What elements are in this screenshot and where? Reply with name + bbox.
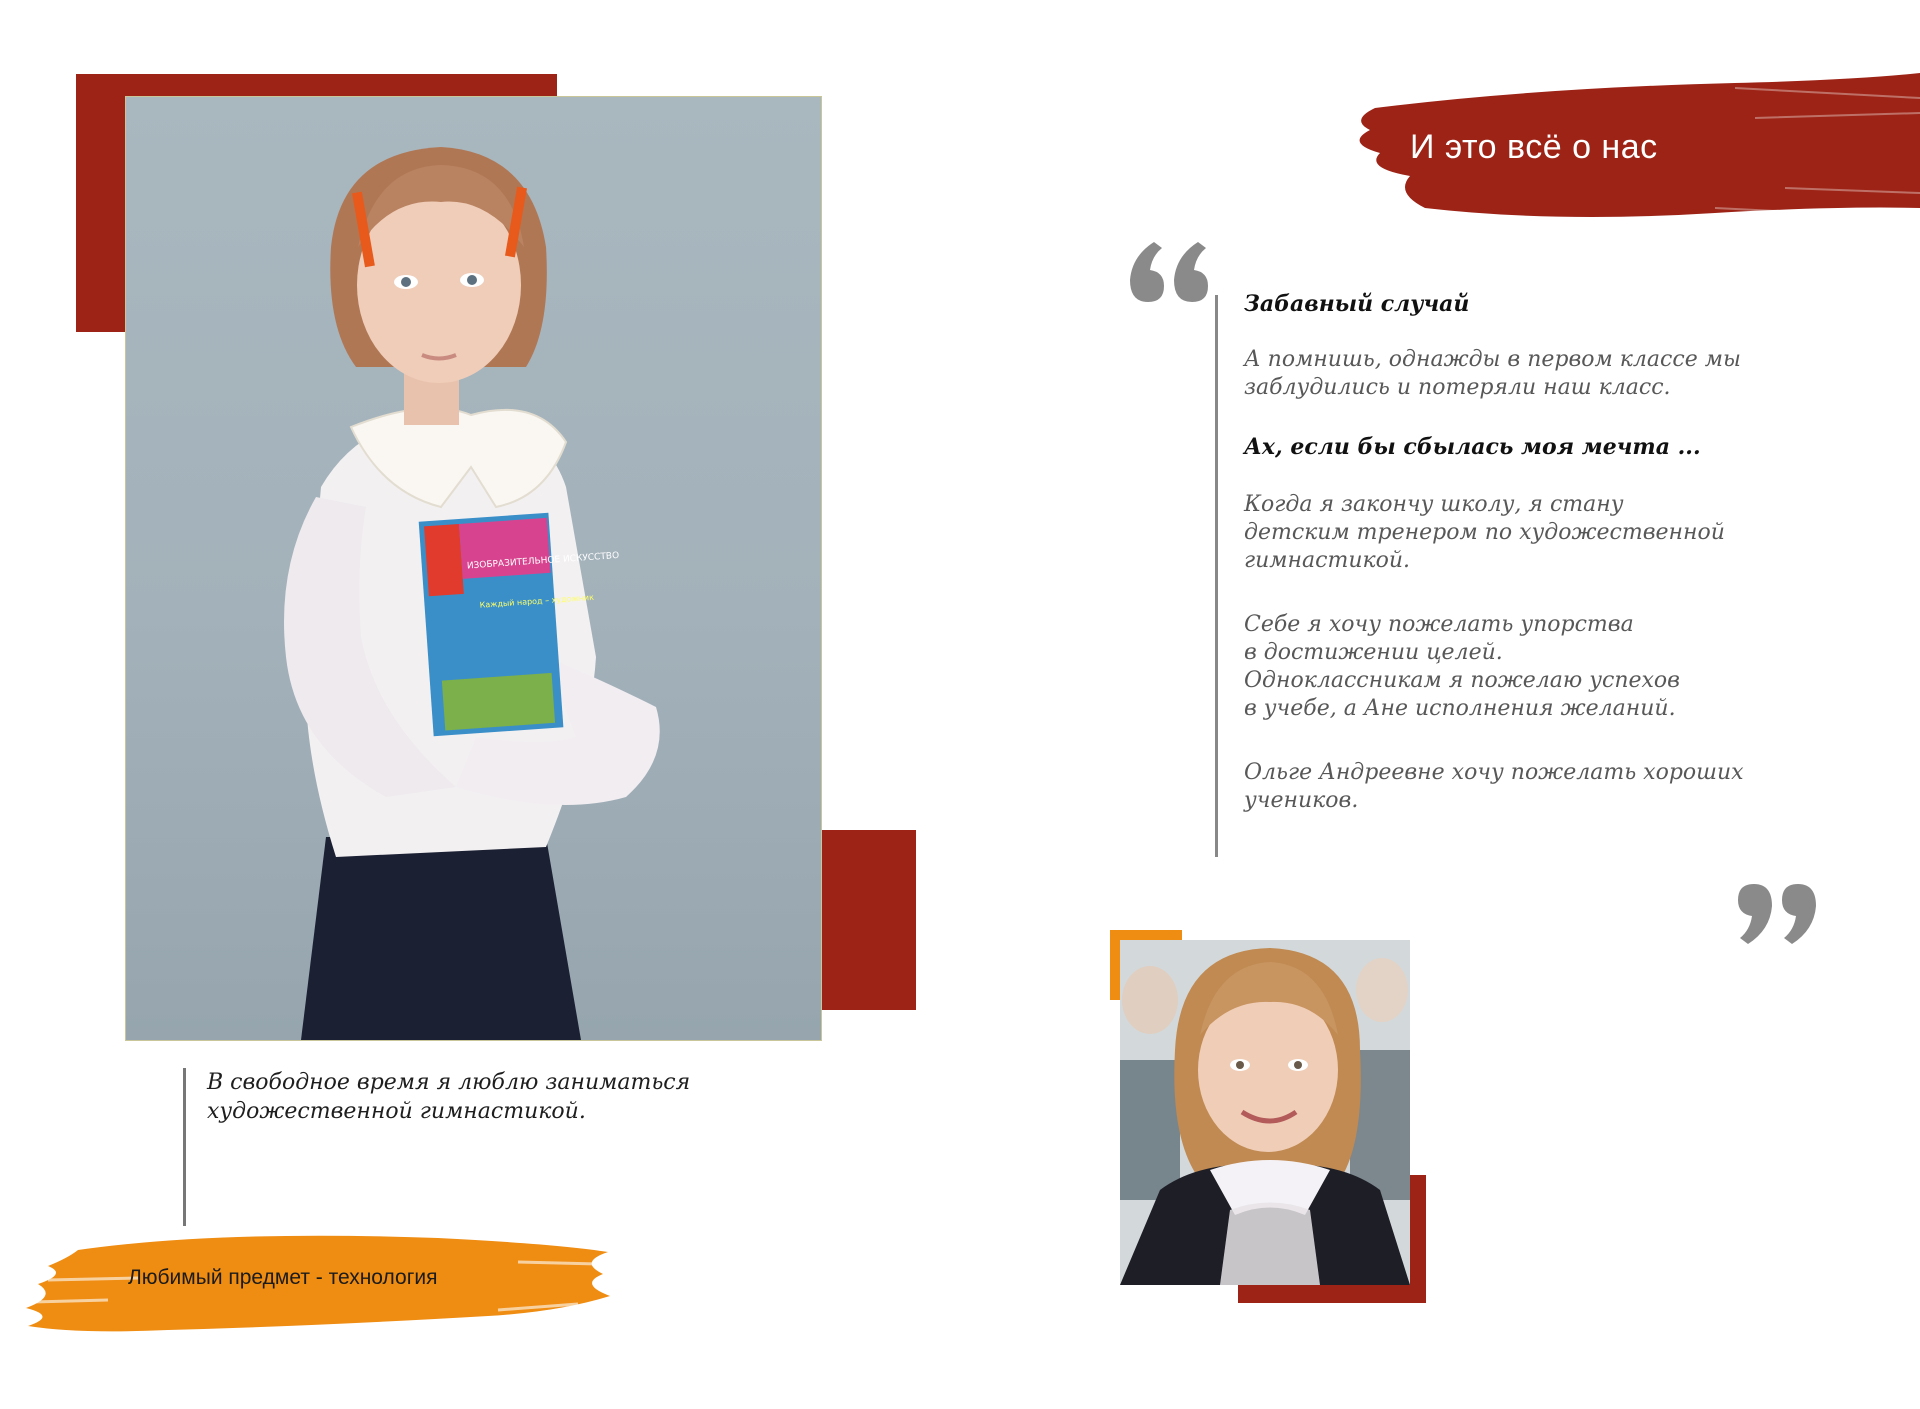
- childhood-photo: [1120, 940, 1410, 1285]
- funny-case-heading: Забавный случай: [1244, 291, 1470, 317]
- open-quote-icon: [1124, 238, 1208, 306]
- portrait-photo: [126, 97, 821, 1040]
- dream-heading: Ах, если бы сбылась моя мечта ...: [1244, 434, 1701, 460]
- funny-case-line-2: заблудились и потеряли наш класс.: [1244, 375, 1671, 400]
- dream-line-1: Когда я закончу школу, я стану: [1244, 492, 1624, 517]
- wish-classmates-line-1: Одноклассникам я пожелаю успехов: [1244, 668, 1680, 693]
- decor-red-block-right: [820, 830, 916, 1010]
- hobby-caption: В свободное время я люблю заниматься художественной гимнастикой.: [207, 1070, 691, 1124]
- dream-line-3: гимнастикой.: [1244, 548, 1411, 573]
- quote-divider: [1215, 295, 1218, 857]
- favorite-subject-label: Любимый предмет - технология: [128, 1266, 438, 1289]
- quote-body: [1244, 290, 1864, 815]
- book-title: ИЗОБРАЗИТЕЛЬНОЕ ИСКУССТВО: [466, 550, 620, 572]
- dream-line-2: детским тренером по художественной: [1244, 520, 1725, 545]
- wish-classmates-line-2: в учебе, а Ане исполнения желаний.: [1244, 696, 1676, 721]
- wish-teacher-line-2: учеников.: [1244, 788, 1359, 813]
- wish-teacher-line-1: Ольге Андреевне хочу пожелать хороших: [1244, 760, 1744, 785]
- book-subtitle: Каждый народ – художник: [479, 592, 595, 610]
- wish-self-line-1: Себе я хочу пожелать упорства: [1244, 612, 1634, 637]
- page-title: И это всё о нас: [1410, 128, 1658, 166]
- close-quote-icon: [1738, 880, 1822, 948]
- funny-case-line-1: А помнишь, однажды в первом классе мы: [1244, 347, 1741, 372]
- caption-divider: [183, 1068, 186, 1226]
- wish-self-line-2: в достижении целей.: [1244, 640, 1503, 665]
